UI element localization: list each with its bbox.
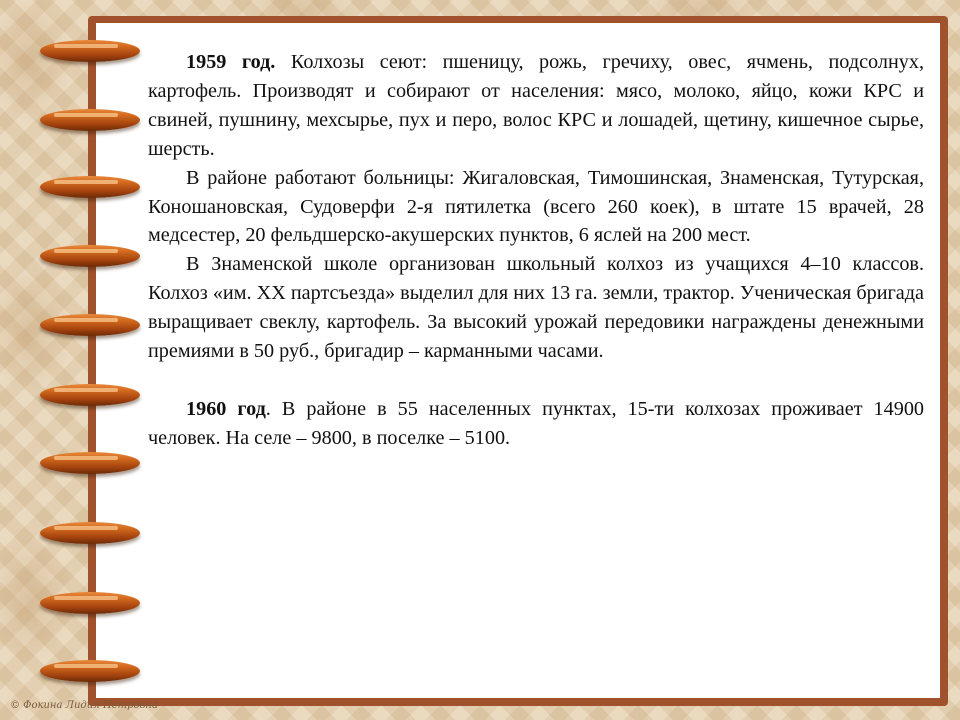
paragraph-school-kolkhoz: В Знаменской школе организован школьный колхоз из учащихся 4–10 классов. Колхоз «им. XX партсъезда» выделил для них 13 га. земли, трактор. Ученическая бригада выращивает свеклу, картофель. За высокий урожай передовики награждены денежными премиями в 50 руб., бригадир – карманными часами. xyxy=(148,253,924,363)
binder-ring xyxy=(40,245,140,267)
binder-ring xyxy=(40,176,140,198)
binder-ring xyxy=(40,40,140,62)
paragraph-1960-text: . В районе в 55 населенных пунктах, 15-ти колхозах проживает 14900 человек. На селе – 9800, в поселке – 5100. xyxy=(148,397,925,449)
paragraph-1959-text: Колхозы сеют: пшеницу, рожь, гречиху, овес, ячмень, подсолнух, картофель. Производят и собирают от населения: мясо, молоко, яйцо, кожи КРС и свиней, пушнину, мехсырье, пух и перо, волос КРС и лошадей, щетину, кишечное сырье, шерсть. xyxy=(148,51,924,160)
document-text xyxy=(148,48,924,453)
binder-ring xyxy=(40,660,140,682)
binder-ring xyxy=(40,592,140,614)
binder-ring xyxy=(40,109,140,131)
paragraph-1959 xyxy=(148,48,924,164)
binder-ring xyxy=(40,384,140,406)
binder-ring xyxy=(40,314,140,336)
blank-line xyxy=(148,366,924,395)
binder-ring xyxy=(40,452,140,474)
year-1959-heading: 1959 год. xyxy=(186,51,276,73)
paragraph-1960 xyxy=(148,395,924,453)
copyright-signature: © Фокина Лидия Петровна xyxy=(10,700,158,711)
year-1960-heading: 1960 год xyxy=(186,397,266,420)
paragraph-hospitals: В районе работают больницы: Жигаловская, Тимошинская, Знаменская, Тутурская, Коношановская, Судоверфи 2-я пятилетка (всего 260 коек), в штате 15 врачей, 28 медсестер, 20 фельдшерско-акушерских пунктов, 6 яслей на 200 мест. xyxy=(148,166,924,247)
binder-ring xyxy=(40,522,140,544)
